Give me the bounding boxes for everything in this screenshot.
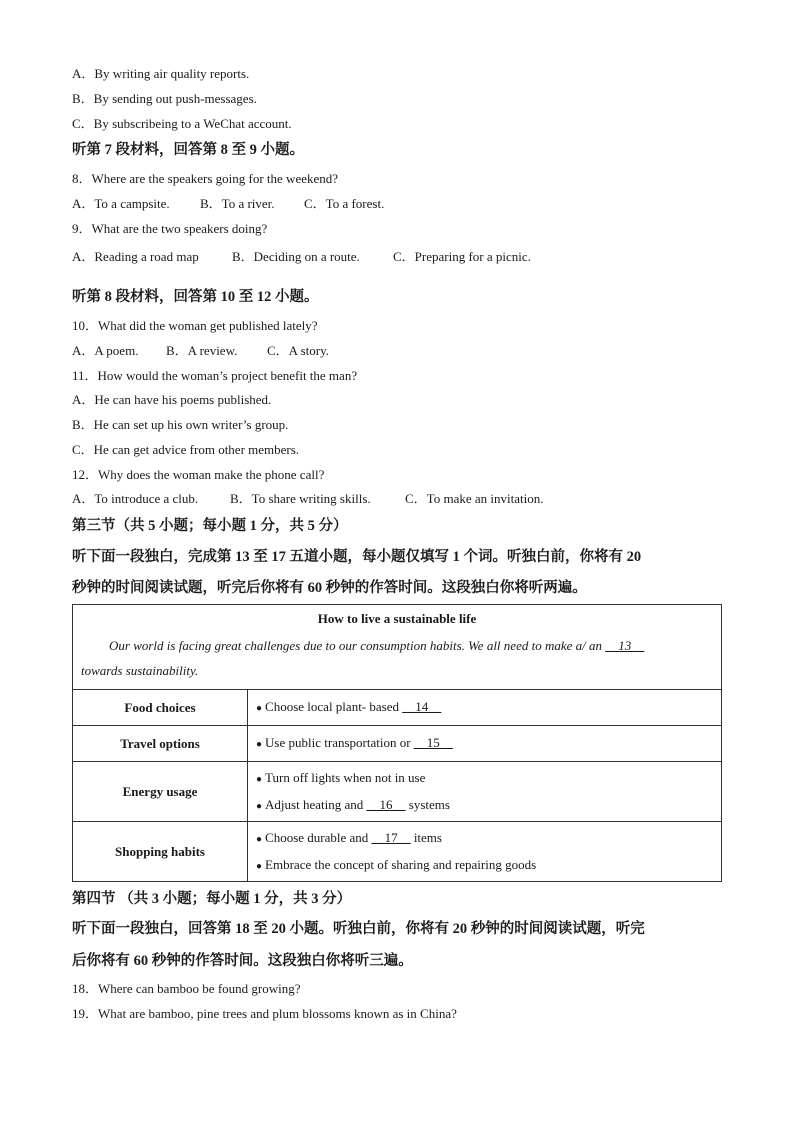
part4-instruction-line1: 听下面一段独白，回答第 18 至 20 小题。听独白前，你将有 20 秒钟的时间阅读试题，听完 <box>72 921 645 937</box>
row-category-shopping: Shopping habits <box>73 822 248 882</box>
q11-option-b: B．He can set up his own writer’s group. <box>72 417 289 432</box>
list-item: ● Embrace the concept of sharing and repairing goods <box>256 856 537 872</box>
row-items-energy <box>248 762 722 822</box>
blank-17: __17__ <box>371 829 411 845</box>
row-items-shopping <box>248 822 722 882</box>
table-row <box>73 822 722 882</box>
q19-question: 19．What are bamboo, pine trees and plum blossoms known as in China? <box>72 1006 457 1021</box>
intro-text: Our world is facing great challenges due to our consumption habits. We all need to make a/ an <box>109 638 602 653</box>
q12-option-a: A．To introduce a club. <box>72 491 199 506</box>
table-title: How to live a sustainable life <box>317 611 477 626</box>
q7-option-c: C．By subscribeing to a WeChat account. <box>72 116 292 131</box>
row-category-travel: Travel options <box>73 726 248 762</box>
list-item: ● Adjust heating and __16__ systems <box>256 796 450 812</box>
row-items-food <box>248 690 722 726</box>
table-row <box>73 726 722 762</box>
bullet-icon: ● <box>256 860 263 872</box>
section-8-heading: 听第 8 段材料，回答第 10 至 12 小题。 <box>72 289 319 305</box>
q10-question: 10．What did the woman get published lately? <box>72 318 318 333</box>
section-7-heading: 听第 7 段材料，回答第 8 至 9 小题。 <box>72 142 304 158</box>
q8-option-a: A．To a campsite. <box>72 196 170 211</box>
list-item: ● Choose local plant- based __14__ <box>256 699 442 714</box>
table-row <box>73 690 722 726</box>
q12-option-c: C．To make an invitation. <box>405 491 544 506</box>
row-items-travel <box>248 726 722 762</box>
q7-option-a: A．By writing air quality reports. <box>72 66 250 81</box>
q12-question: 12．Why does the woman make the phone call? <box>72 467 325 482</box>
q9-option-b: B．Deciding on a route. <box>232 249 360 264</box>
q18-question: 18．Where can bamboo be found growing? <box>72 981 301 996</box>
bullet-icon: ● <box>256 739 263 750</box>
row-category-food: Food choices <box>73 690 248 726</box>
q8-option-c: C．To a forest. <box>304 196 385 211</box>
q12-option-b: B．To share writing skills. <box>230 491 371 506</box>
list-item: ● Choose durable and __17__ items <box>256 829 442 845</box>
bullet-icon: ● <box>256 800 263 812</box>
part4-instruction-line2: 后你将有 60 秒钟的作答时间。这段独白你将听三遍。 <box>72 953 413 969</box>
sustainability-table <box>72 604 722 882</box>
bullet-icon: ● <box>256 773 263 785</box>
q11-option-c: C．He can get advice from other members. <box>72 442 300 457</box>
part3-heading: 第三节（共 5 小题；每小题 1 分，共 5 分） <box>72 518 348 534</box>
list-item: ● Turn off lights when not in use <box>256 769 426 785</box>
part3-instruction-line2: 秒钟的时间阅读试题，听完后你将有 60 秒钟的作答时间。这段独白你将听两遍。 <box>72 580 587 596</box>
part3-instruction-line1: 听下面一段独白，完成第 13 至 17 五道小题，每小题仅填写 1 个词。听独白前，你将有 20 <box>72 549 642 565</box>
bullet-icon: ● <box>256 833 263 845</box>
blank-16: __16__ <box>366 796 406 812</box>
part4-heading: 第四节 （共 3 小题；每小题 1 分，共 3 分） <box>72 891 352 907</box>
intro-text-end: towards sustainability. <box>81 663 199 678</box>
q8-question: 8．Where are the speakers going for the weekend? <box>72 171 339 186</box>
row-category-energy: Energy usage <box>73 762 248 822</box>
table-row <box>73 762 722 822</box>
table-intro <box>81 633 713 683</box>
q9-question: 9．What are the two speakers doing? <box>72 221 268 236</box>
blank-15: __15__ <box>413 735 453 750</box>
q10-option-c: C．A story. <box>267 343 329 358</box>
q11-question: 11．How would the woman’s project benefit the man? <box>72 368 358 383</box>
q10-option-a: A．A poem. <box>72 343 139 358</box>
q10-option-b: B．A review. <box>166 343 238 358</box>
q9-option-c: C．Preparing for a picnic. <box>393 249 531 264</box>
q9-option-a: A．Reading a road map <box>72 249 199 264</box>
table-header-cell <box>73 605 722 690</box>
q7-option-b: B．By sending out push-messages. <box>72 91 257 106</box>
list-item: ● Use public transportation or __15__ <box>256 735 453 750</box>
q11-option-a: A．He can have his poems published. <box>72 392 272 407</box>
blank-13: __13__ <box>605 638 645 653</box>
blank-14: __14__ <box>402 699 442 714</box>
q8-option-b: B．To a river. <box>200 196 275 211</box>
bullet-icon: ● <box>256 703 263 714</box>
